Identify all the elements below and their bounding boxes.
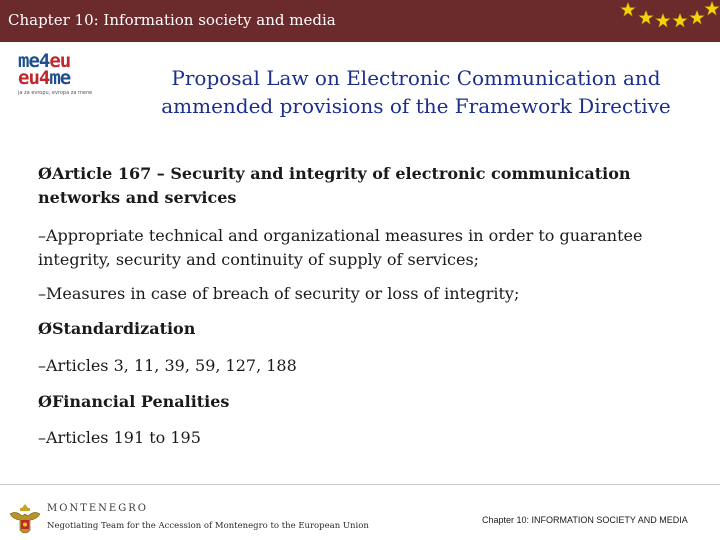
slide-title-line-1: Proposal Law on Electronic Communication and — [171, 66, 661, 90]
bullet-text: Articles 191 to 195 — [46, 428, 201, 447]
bullet-text: Appropriate technical and organizational measures in order to guarantee integrity, security and continuity of supply of services; — [38, 226, 643, 269]
arrow-bullet-icon: Ø — [38, 319, 52, 338]
montenegro-coat-of-arms-icon — [8, 502, 42, 538]
slide-title — [120, 64, 712, 120]
star-icon — [690, 10, 705, 25]
star-icon — [705, 1, 720, 16]
star-icon — [656, 13, 671, 28]
arrow-bullet-icon: Ø — [38, 164, 52, 183]
logo-tagline: ja za evropu, evropa za mene — [18, 90, 93, 96]
bullet-financial-penalities — [38, 390, 678, 414]
bullet-text: Standardization — [51, 319, 196, 338]
arrow-bullet-icon: Ø — [38, 392, 52, 411]
bullet-text: Measures in case of breach of security or loss of integrity; — [46, 284, 520, 303]
bullet-text: Article 167 – Security and integrity of electronic communication networks and services — [38, 164, 631, 207]
footer-team-name: Negotiating Team for the Accession of Montenegro to the European Union — [47, 521, 369, 531]
logo-line-1: me4eu — [18, 50, 71, 72]
star-icon — [673, 13, 688, 28]
bullet-article-167 — [38, 162, 678, 210]
bullet-text: Financial Penalities — [51, 392, 230, 411]
star-icon — [639, 10, 654, 25]
footer-chapter-label: Chapter 10: INFORMATION SOCIETY AND MEDIA — [482, 515, 688, 525]
dash-bullet: – — [38, 356, 46, 375]
dash-bullet: – — [38, 284, 46, 303]
bullet-text: Articles 3, 11, 39, 59, 127, 188 — [46, 356, 297, 375]
bullet-standardization — [38, 317, 678, 341]
sub-bullet-articles-list — [38, 354, 678, 378]
me4eu-logo — [14, 52, 114, 102]
sub-bullet-articles-range — [38, 426, 678, 450]
star-icon — [621, 2, 636, 17]
footer-country: MONTENEGRO — [47, 503, 148, 514]
dash-bullet: – — [38, 428, 46, 447]
footer-divider — [0, 484, 720, 485]
slide-title-line-2: ammended provisions of the Framework Directive — [161, 94, 671, 118]
chapter-title: Chapter 10: Information society and media — [8, 11, 336, 29]
header-bar — [0, 0, 720, 42]
logo-line-2: eu4me — [18, 67, 71, 89]
dash-bullet: – — [38, 226, 46, 245]
eu-stars-icon — [600, 0, 720, 32]
sub-bullet-breach — [38, 282, 678, 306]
sub-bullet-measures — [38, 224, 678, 272]
